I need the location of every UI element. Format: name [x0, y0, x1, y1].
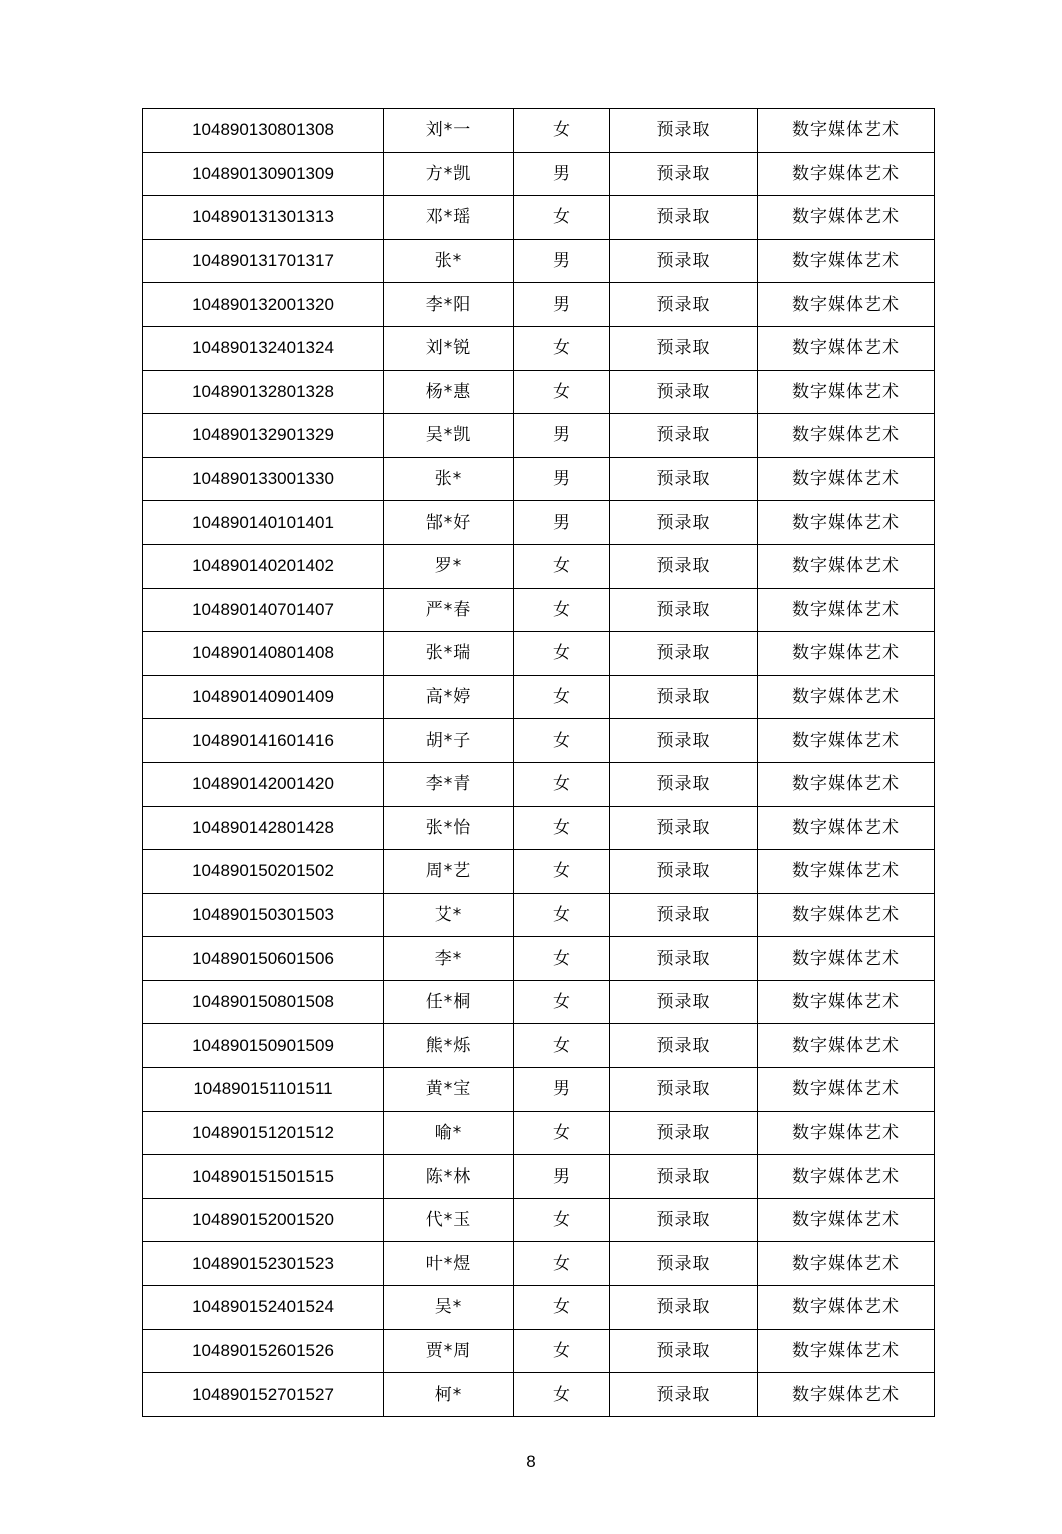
candidate-id-cell: 104890150201502: [143, 850, 384, 894]
admission-status-cell: 预录取: [610, 1111, 758, 1155]
table-row: [143, 937, 935, 981]
candidate-id-cell: 104890150901509: [143, 1024, 384, 1068]
candidate-name-cell: 黄*宝: [384, 1068, 514, 1112]
gender-cell: 男: [514, 1068, 610, 1112]
table-row: [143, 632, 935, 676]
table-row: [143, 326, 935, 370]
gender-cell: 女: [514, 326, 610, 370]
candidate-name-cell: 杨*惠: [384, 370, 514, 414]
candidate-name-cell: 陈*林: [384, 1155, 514, 1199]
candidate-name-cell: 张*怡: [384, 806, 514, 850]
admission-status-cell: 预录取: [610, 937, 758, 981]
major-cell: 数字媒体艺术: [758, 850, 935, 894]
table-row: [143, 588, 935, 632]
gender-cell: 女: [514, 1329, 610, 1373]
gender-cell: 女: [514, 719, 610, 763]
candidate-name-cell: 吴*凯: [384, 414, 514, 458]
admission-status-cell: 预录取: [610, 109, 758, 153]
admission-status-cell: 预录取: [610, 1286, 758, 1330]
gender-cell: 女: [514, 109, 610, 153]
admission-status-cell: 预录取: [610, 283, 758, 327]
candidate-name-cell: 郜*好: [384, 501, 514, 545]
candidate-id-cell: 104890151501515: [143, 1155, 384, 1199]
candidate-name-cell: 任*桐: [384, 980, 514, 1024]
candidate-name-cell: 张*瑞: [384, 632, 514, 676]
candidate-id-cell: 104890132401324: [143, 326, 384, 370]
gender-cell: 女: [514, 1024, 610, 1068]
candidate-id-cell: 104890132001320: [143, 283, 384, 327]
candidate-name-cell: 代*玉: [384, 1198, 514, 1242]
gender-cell: 女: [514, 1373, 610, 1417]
candidate-name-cell: 喻*: [384, 1111, 514, 1155]
admission-status-cell: 预录取: [610, 457, 758, 501]
major-cell: 数字媒体艺术: [758, 196, 935, 240]
major-cell: 数字媒体艺术: [758, 457, 935, 501]
major-cell: 数字媒体艺术: [758, 937, 935, 981]
gender-cell: 女: [514, 675, 610, 719]
candidate-id-cell: 104890140201402: [143, 544, 384, 588]
major-cell: 数字媒体艺术: [758, 980, 935, 1024]
table-row: [143, 675, 935, 719]
table-row: [143, 806, 935, 850]
major-cell: 数字媒体艺术: [758, 1068, 935, 1112]
major-cell: 数字媒体艺术: [758, 544, 935, 588]
candidate-id-cell: 104890141601416: [143, 719, 384, 763]
admission-status-cell: 预录取: [610, 326, 758, 370]
candidate-name-cell: 柯*: [384, 1373, 514, 1417]
table-row: [143, 719, 935, 763]
major-cell: 数字媒体艺术: [758, 632, 935, 676]
gender-cell: 男: [514, 457, 610, 501]
major-cell: 数字媒体艺术: [758, 1286, 935, 1330]
major-cell: 数字媒体艺术: [758, 1373, 935, 1417]
major-cell: 数字媒体艺术: [758, 283, 935, 327]
table-row: [143, 414, 935, 458]
table-row: [143, 370, 935, 414]
gender-cell: 女: [514, 893, 610, 937]
candidate-id-cell: 104890150801508: [143, 980, 384, 1024]
candidate-id-cell: 104890150601506: [143, 937, 384, 981]
candidate-id-cell: 104890133001330: [143, 457, 384, 501]
table-row: [143, 893, 935, 937]
admission-status-cell: 预录取: [610, 501, 758, 545]
admission-status-cell: 预录取: [610, 1329, 758, 1373]
major-cell: 数字媒体艺术: [758, 1329, 935, 1373]
table-row: [143, 1155, 935, 1199]
candidate-name-cell: 胡*子: [384, 719, 514, 763]
admission-status-cell: 预录取: [610, 196, 758, 240]
candidate-name-cell: 吴*: [384, 1286, 514, 1330]
admission-table: [142, 108, 935, 1417]
admission-status-cell: 预录取: [610, 1068, 758, 1112]
candidate-id-cell: 104890130801308: [143, 109, 384, 153]
candidate-id-cell: 104890140801408: [143, 632, 384, 676]
admission-status-cell: 预录取: [610, 1373, 758, 1417]
admission-status-cell: 预录取: [610, 719, 758, 763]
table-row: [143, 544, 935, 588]
gender-cell: 女: [514, 806, 610, 850]
table-row: [143, 1286, 935, 1330]
candidate-name-cell: 刘*一: [384, 109, 514, 153]
candidate-id-cell: 104890152001520: [143, 1198, 384, 1242]
gender-cell: 女: [514, 762, 610, 806]
gender-cell: 女: [514, 370, 610, 414]
gender-cell: 女: [514, 1198, 610, 1242]
admission-status-cell: 预录取: [610, 806, 758, 850]
admission-status-cell: 预录取: [610, 893, 758, 937]
candidate-id-cell: 104890152401524: [143, 1286, 384, 1330]
table-row: [143, 850, 935, 894]
table-row: [143, 1068, 935, 1112]
major-cell: 数字媒体艺术: [758, 370, 935, 414]
page-number: 8: [526, 1452, 536, 1471]
major-cell: 数字媒体艺术: [758, 501, 935, 545]
table-row: [143, 109, 935, 153]
candidate-id-cell: 104890152701527: [143, 1373, 384, 1417]
table-row: [143, 762, 935, 806]
gender-cell: 男: [514, 501, 610, 545]
table-row: [143, 501, 935, 545]
admission-status-cell: 预录取: [610, 1242, 758, 1286]
candidate-id-cell: 104890142801428: [143, 806, 384, 850]
gender-cell: 女: [514, 1242, 610, 1286]
gender-cell: 男: [514, 1155, 610, 1199]
candidate-id-cell: 104890140901409: [143, 675, 384, 719]
gender-cell: 女: [514, 1286, 610, 1330]
table-row: [143, 1373, 935, 1417]
table-row: [143, 152, 935, 196]
major-cell: 数字媒体艺术: [758, 675, 935, 719]
candidate-id-cell: 104890131701317: [143, 239, 384, 283]
candidate-name-cell: 罗*: [384, 544, 514, 588]
candidate-id-cell: 104890152301523: [143, 1242, 384, 1286]
candidate-id-cell: 104890152601526: [143, 1329, 384, 1373]
major-cell: 数字媒体艺术: [758, 239, 935, 283]
table-row: [143, 1024, 935, 1068]
candidate-name-cell: 刘*锐: [384, 326, 514, 370]
gender-cell: 女: [514, 1111, 610, 1155]
candidate-id-cell: 104890142001420: [143, 762, 384, 806]
major-cell: 数字媒体艺术: [758, 109, 935, 153]
gender-cell: 女: [514, 632, 610, 676]
candidate-name-cell: 周*艺: [384, 850, 514, 894]
candidate-name-cell: 李*: [384, 937, 514, 981]
candidate-name-cell: 李*青: [384, 762, 514, 806]
candidate-name-cell: 邓*瑶: [384, 196, 514, 240]
gender-cell: 女: [514, 196, 610, 240]
admission-status-cell: 预录取: [610, 1024, 758, 1068]
admission-table-body: [143, 109, 935, 1417]
admission-status-cell: 预录取: [610, 850, 758, 894]
major-cell: 数字媒体艺术: [758, 719, 935, 763]
candidate-name-cell: 李*阳: [384, 283, 514, 327]
candidate-id-cell: 104890151201512: [143, 1111, 384, 1155]
table-row: [143, 1242, 935, 1286]
gender-cell: 男: [514, 239, 610, 283]
candidate-name-cell: 高*婷: [384, 675, 514, 719]
admission-status-cell: 预录取: [610, 1198, 758, 1242]
gender-cell: 女: [514, 544, 610, 588]
candidate-name-cell: 贾*周: [384, 1329, 514, 1373]
admission-status-cell: 预录取: [610, 370, 758, 414]
candidate-id-cell: 104890130901309: [143, 152, 384, 196]
table-row: [143, 283, 935, 327]
table-row: [143, 239, 935, 283]
admission-status-cell: 预录取: [610, 239, 758, 283]
admission-status-cell: 预录取: [610, 762, 758, 806]
gender-cell: 男: [514, 152, 610, 196]
major-cell: 数字媒体艺术: [758, 1111, 935, 1155]
major-cell: 数字媒体艺术: [758, 893, 935, 937]
admission-status-cell: 预录取: [610, 980, 758, 1024]
admission-status-cell: 预录取: [610, 632, 758, 676]
candidate-name-cell: 方*凯: [384, 152, 514, 196]
major-cell: 数字媒体艺术: [758, 1242, 935, 1286]
candidate-name-cell: 叶*煜: [384, 1242, 514, 1286]
candidate-id-cell: 104890140101401: [143, 501, 384, 545]
table-row: [143, 1111, 935, 1155]
candidate-id-cell: 104890131301313: [143, 196, 384, 240]
admission-status-cell: 预录取: [610, 152, 758, 196]
gender-cell: 女: [514, 850, 610, 894]
major-cell: 数字媒体艺术: [758, 806, 935, 850]
admission-status-cell: 预录取: [610, 1155, 758, 1199]
candidate-name-cell: 严*春: [384, 588, 514, 632]
admission-status-cell: 预录取: [610, 588, 758, 632]
candidate-name-cell: 张*: [384, 239, 514, 283]
gender-cell: 女: [514, 588, 610, 632]
candidate-name-cell: 艾*: [384, 893, 514, 937]
candidate-id-cell: 104890140701407: [143, 588, 384, 632]
candidate-name-cell: 熊*烁: [384, 1024, 514, 1068]
admission-status-cell: 预录取: [610, 675, 758, 719]
candidate-id-cell: 104890150301503: [143, 893, 384, 937]
gender-cell: 男: [514, 283, 610, 327]
admission-status-cell: 预录取: [610, 414, 758, 458]
major-cell: 数字媒体艺术: [758, 326, 935, 370]
candidate-id-cell: 104890151101511: [143, 1068, 384, 1112]
table-row: [143, 1198, 935, 1242]
major-cell: 数字媒体艺术: [758, 152, 935, 196]
table-row: [143, 196, 935, 240]
admission-status-cell: 预录取: [610, 544, 758, 588]
gender-cell: 女: [514, 937, 610, 981]
table-row: [143, 457, 935, 501]
major-cell: 数字媒体艺术: [758, 414, 935, 458]
candidate-name-cell: 张*: [384, 457, 514, 501]
major-cell: 数字媒体艺术: [758, 1198, 935, 1242]
candidate-id-cell: 104890132801328: [143, 370, 384, 414]
table-row: [143, 1329, 935, 1373]
gender-cell: 男: [514, 414, 610, 458]
major-cell: 数字媒体艺术: [758, 762, 935, 806]
major-cell: 数字媒体艺术: [758, 588, 935, 632]
gender-cell: 女: [514, 980, 610, 1024]
major-cell: 数字媒体艺术: [758, 1155, 935, 1199]
candidate-id-cell: 104890132901329: [143, 414, 384, 458]
table-row: [143, 980, 935, 1024]
major-cell: 数字媒体艺术: [758, 1024, 935, 1068]
